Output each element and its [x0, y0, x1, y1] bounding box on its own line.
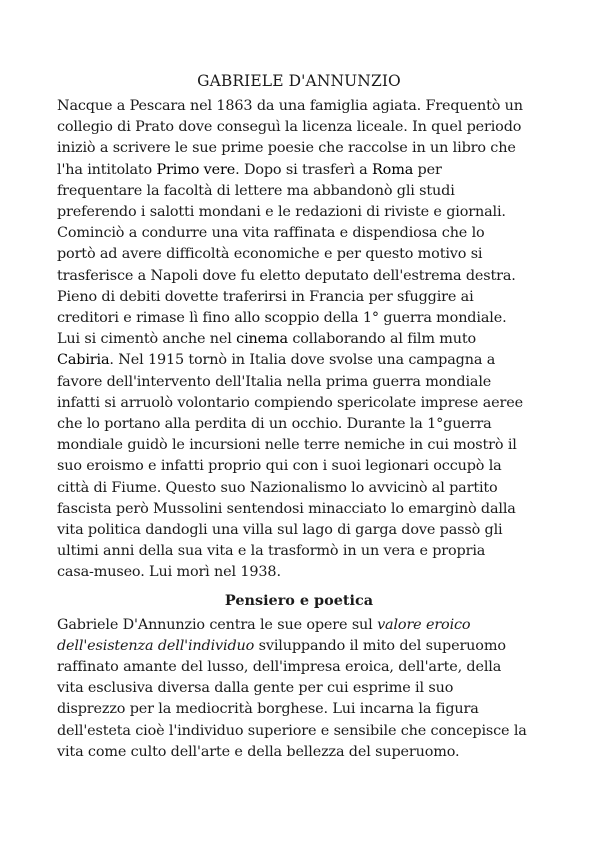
term-roma: Roma [372, 161, 414, 178]
poetics-text: Gabriele D'Annunzio centra le sue opere sul [57, 616, 378, 633]
term-cinema: cinema [236, 331, 288, 348]
biography-paragraph [57, 96, 541, 584]
bio-text: Nacque a Pescara nel 1863 da una famiglia agiata. Frequentò un collegio di Prato dove conseguì la licenza liceale. In quel periodo iniziò a scrivere le sue prime poesie che raccolse in un libro che l'ha intitolato [57, 98, 523, 178]
poetics-italic: valore eroico dell'esistenza dell'individuo [57, 616, 471, 654]
bio-text: collaborando al film muto [292, 331, 477, 348]
bio-text: . Nel 1915 tornò in Italia dove svolse una campagna a favore dell'intervento dell'Italia nella prima guerra mondiale infatti si arruolò volontario compiendo spericolate imprese aeree che lo portano alla perdita di un occhio. Durante la 1°guerra mondiale guidò le incursioni nelle terre nemiche in cui mostrò il suo eroismo e infatti proprio qui con i suoi legionari occupò la città di Fiume. Questo suo Nazionalismo lo avvicinò al partito fascista però Mussolini sentendosi minacciato lo emarginò dalla vita politica dandogli una villa sul lago di garga dove passò gli ultimi anni della sua vita e la trasformò in un vera e propria casa-museo. Lui morì nel 1938. [57, 352, 523, 581]
document-page [57, 72, 541, 763]
document-title: GABRIELE D'ANNUNZIO [197, 72, 401, 90]
poetics-text: sviluppando il mito del superuomo raffinato amante del lusso, dell'impresa eroica, dell'arte, della vita esclusiva diversa dalla gente per cui esprime il suo disprezzo per la mediocrità borghese. Lui incarna la figura dell'esteta cioè l'individuo superiore e sensibile che concepisce la vita come culto dell'arte e della bellezza del superuomo. [57, 637, 527, 760]
bio-text: per frequentare la facoltà di lettere ma abbandonò gli studi preferendo i salotti mondani e le redazioni di riviste e giornali. Cominciò a condurre una vita raffinata e dispendiosa che lo portò ad avere difficoltà economiche e per questo motivo si trasferisce a Napoli dove fu eletto deputato dell'estrema destra. Pieno di debiti dovette traferirsi in Francia per sfuggire ai creditori e rimase lì fino allo scoppio della 1° guerra mondiale. Lui si cimentò anche nel [57, 161, 516, 348]
term-primo-vere: Primo vere [156, 161, 236, 178]
bio-text: . Dopo si trasferì a [235, 161, 372, 178]
section-heading: Pensiero e poetica [224, 591, 374, 609]
poetics-paragraph [57, 615, 541, 763]
term-cabiria: Cabiria [57, 352, 110, 369]
